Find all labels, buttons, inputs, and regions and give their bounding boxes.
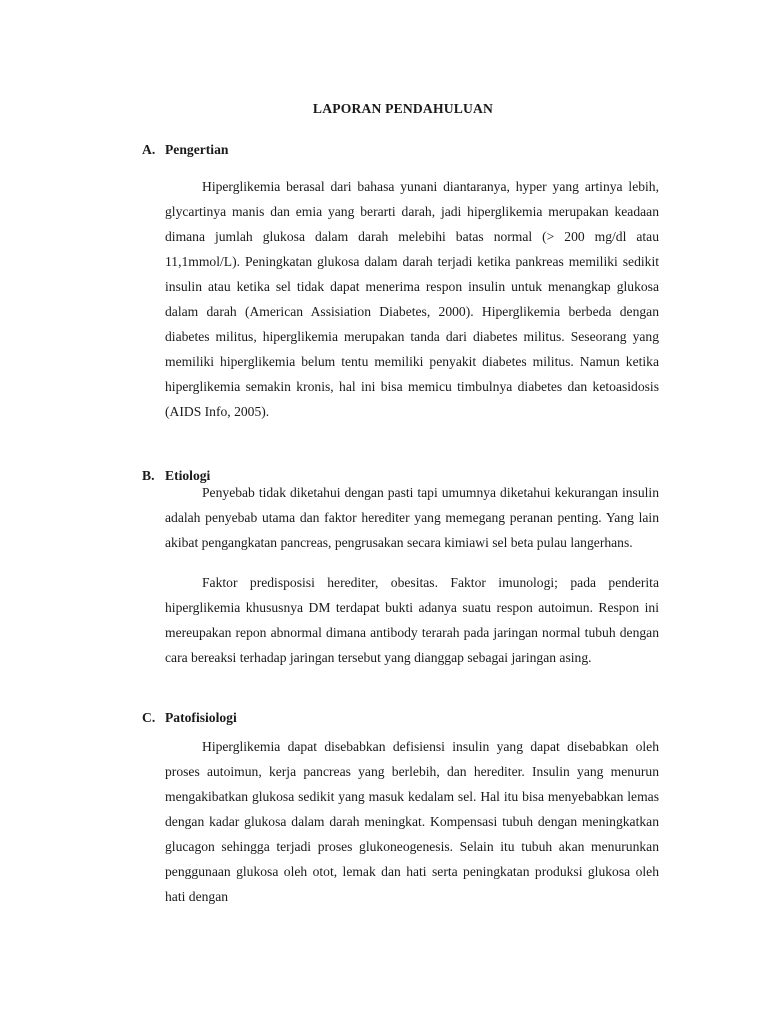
paragraph-pengertian: Hiperglikemia berasal dari bahasa yunani diantaranya, hyper yang artinya lebih, glycartinya manis dan emia yang berarti darah, jadi hiperglikemia merupakan keadaan dimana jumlah glukosa dalam darah melebihi batas normal (> 200 mg/dl atau 11,1mmol/L). Peningkatan glukosa dalam darah terjadi ketika pankreas memiliki sedikit insulin atau ketika sel tidak dapat menerima respon insulin untuk menangkap glukosa dalam darah (American Assisiation Diabetes, 2000). Hiperglikemia berbeda dengan diabetes militus, hiperglikemia merupakan tanda dari diabetes militus. Seseorang yang memiliki hiperglikemia belum tentu memiliki penyakit diabetes militus. Namun ketika hiperglikemia semakin kronis, hal ini bisa memicu timbulnya diabetes dan ketoasidosis (AIDS Info, 2005). [165,179,659,419]
section-letter: A. [142,142,156,157]
section-heading-patofisiologi [142,710,237,726]
section-letter: B. [142,468,155,483]
section-title: Etiologi [165,468,211,483]
document-title: LAPORAN PENDAHULUAN [312,101,494,116]
section-title: Pengertian [165,142,229,157]
section-letter: C. [142,710,156,725]
paragraph-etiologi-2: Faktor predisposisi herediter, obesitas. Faktor imunologi; pada penderita hiperglikemia khususnya DM terdapat bukti adanya suatu respon autoimun. Respon ini mereupakan repon abnormal dimana antibody terarah pada jaringan normal tubuh dengan cara bereaksi terhadap jaringan tersebut yang dianggap sebagai jaringan asing. [165,575,659,665]
paragraph-etiologi-1: Penyebab tidak diketahui dengan pasti tapi umumnya diketahui kekurangan insulin adalah penyebab utama dan faktor herediter yang memegang peranan penting. Yang lain akibat pengangkatan pancreas, pengrusakan secara kimiawi sel beta pulau langerhans. [165,485,659,550]
section-title: Patofisiologi [165,710,237,725]
paragraph-patofisiologi: Hiperglikemia dapat disebabkan defisiensi insulin yang dapat disebabkan oleh proses autoimun, kerja pancreas yang berlebih, dan herediter. Insulin yang menurun mengakibatkan glukosa sedikit yang masuk kedalam sel. Hal itu bisa menyebabkan lemas dengan kadar glukosa dalam darah meningkat. Kompensasi tubuh dengan meningkatkan glucagon sehingga terjadi proses glukoneogenesis. Selain itu tubuh akan menurunkan penggunaan glukosa oleh otot, lemak dan hati serta peningkatan produksi glukosa oleh hati dengan [165,739,659,904]
section-heading-pengertian [142,142,228,158]
